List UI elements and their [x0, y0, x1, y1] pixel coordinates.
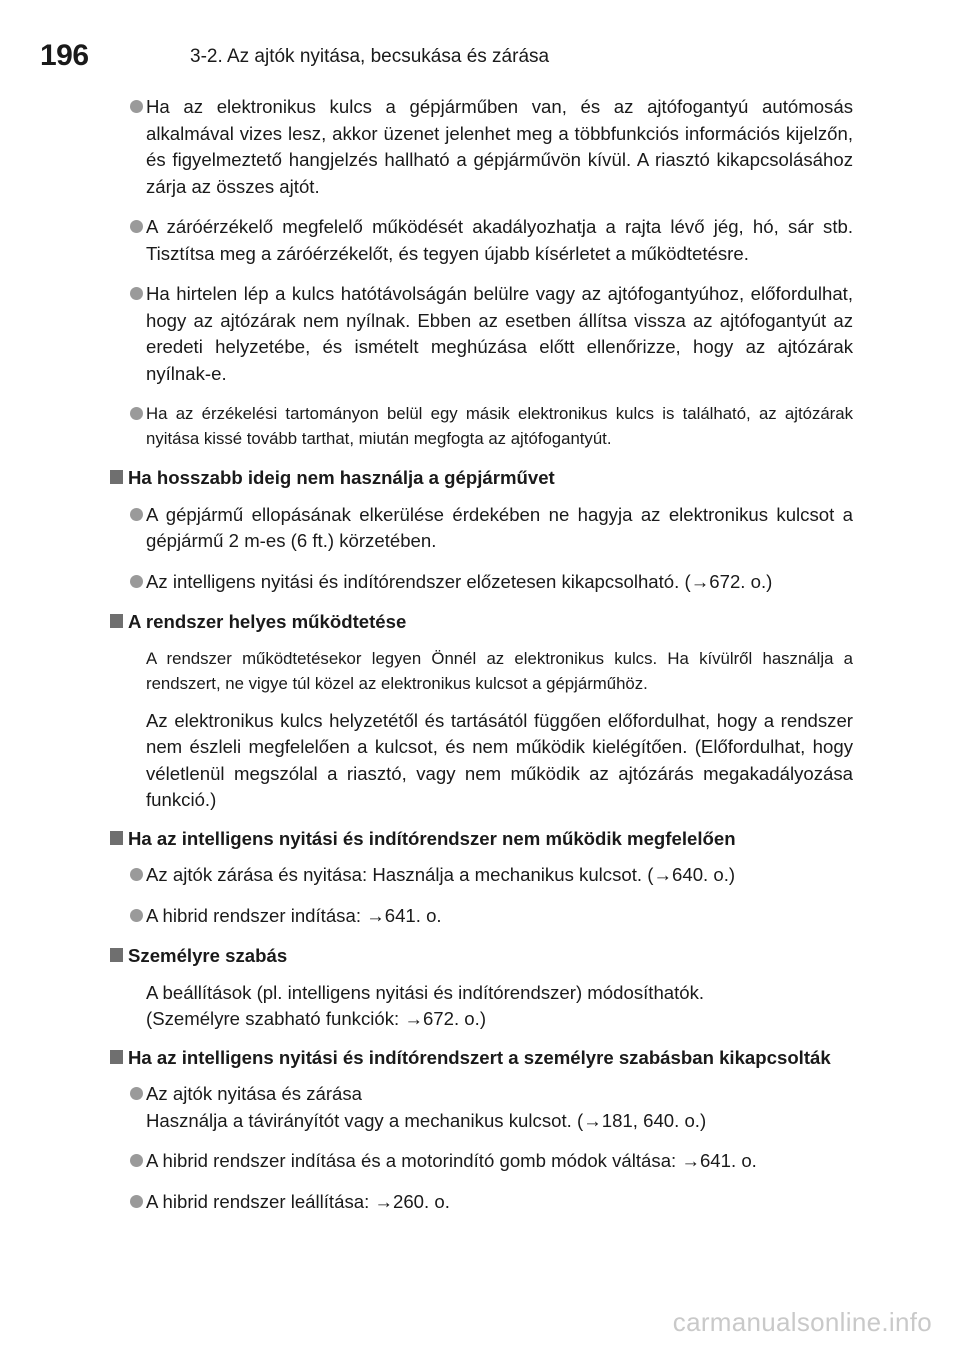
- bullet-text: A hibrid rendszer leállítása: →260. o.: [146, 1190, 450, 1212]
- bullet-dot-icon: [130, 909, 143, 922]
- bullet-text: Ha hirtelen lép a kulcs hatótávolságán belülre vagy az ajtófogantyúhoz, előfordulhat, hogy az ajtózárak nem nyílnak. Ebben az esetben állítsa vissza az ajtófogantyút az eredeti helyzetébe, és ismételt meghúzása előtt ellenőrizze, hogy az ajtózárak nyílnak-e.: [146, 283, 853, 384]
- bullet-text: Az ajtók zárása és nyitása: Használja a mechanikus kulcsot. (→640. o.): [146, 864, 736, 885]
- bullet-text: A hibrid rendszer indítása és a motorindító gomb módok váltása: →641. o.: [146, 1150, 757, 1171]
- bullet-dot-icon: [130, 407, 143, 420]
- bullet-text: A hibrid rendszer indítása: →641. o.: [146, 904, 442, 926]
- square-bullet-icon: [110, 470, 123, 484]
- bullet-dot-icon: [130, 1154, 143, 1167]
- paragraph: Az elektronikus kulcs helyzetétől és tartásától függően előfordulhat, hogy a rendszer nem észleli megfelelően a kulcsot, és nem működik kielégítően. (Előfordulhat, hogy véletlenül megszólal a riasztó, vagy nem működik az ajtózárás megakadályozása funkció.): [146, 709, 853, 810]
- bullet-dot-icon: [130, 100, 143, 113]
- heading-text: Ha az intelligens nyitási és indítórendszert a személyre szabásban kikapcsolták: [128, 1046, 831, 1068]
- watermark: carmanualsonline.info: [672, 1307, 932, 1337]
- bullet-item: [108, 1148, 853, 1175]
- bullet-text: Az ajtók nyitása és zárása Használja a távirányítót vagy a mechanikus kulcsot. (→181, 640. o.): [146, 1083, 707, 1131]
- bullet-item: [108, 1189, 853, 1216]
- bullet-text: Az intelligens nyitási és indítórendszer előzetesen kikapcsolható. (→672. o.): [146, 570, 773, 592]
- bullet-item: [108, 94, 853, 200]
- paragraph: A rendszer működtetésekor legyen Önnél az elektronikus kulcs. Ha kívülről használja a rendszert, ne vigye túl közel az elektronikus kulcsot a gépjárműhöz.: [146, 648, 853, 693]
- square-bullet-icon: [110, 948, 123, 962]
- heading-text: Ha az intelligens nyitási és indítórendszer nem működik megfelelően: [128, 827, 736, 849]
- bullet-item: [108, 569, 853, 596]
- square-bullet-icon: [110, 614, 123, 628]
- section-title: 3-2. Az ajtók nyitása, becsukása és zárása: [190, 46, 550, 67]
- bullet-dot-icon: [130, 575, 143, 588]
- bullet-text: A záróérzékelő megfelelő működését akadályozhatja a rajta lévő jég, hó, sár stb. Tisztítsa meg a záróérzékelőt, és tegyen újabb kísérletet a működtetésre.: [146, 216, 853, 264]
- bullet-text: Ha az érzékelési tartományon belül egy másik elektronikus kulcs is található, az ajtózárak nyitása kissé tovább tarthat, miután megfogta az ajtófogantyút.: [146, 404, 853, 448]
- bullet-dot-icon: [130, 868, 143, 881]
- section-heading: [108, 943, 853, 970]
- page-content: [108, 94, 853, 1229]
- section-heading: [108, 465, 853, 492]
- square-bullet-icon: [110, 831, 123, 845]
- bullet-item: [108, 401, 853, 451]
- bullet-text: A gépjármű ellopásának elkerülése érdekében ne hagyja az elektronikus kulcsot a gépjármű 2 m-es (6 ft.) körzetében.: [146, 503, 853, 551]
- paragraph: A beállítások (pl. intelligens nyitási és indítórendszer) módosíthatók. (Személyre szabható funkciók: →672. o.): [146, 981, 705, 1029]
- bullet-dot-icon: [130, 220, 143, 233]
- bullet-dot-icon: [130, 1087, 143, 1100]
- bullet-item: [108, 862, 853, 889]
- section-heading: [108, 1045, 853, 1072]
- bullet-dot-icon: [130, 287, 143, 300]
- page-header: [40, 36, 920, 76]
- bullet-item: [108, 502, 853, 555]
- bullet-item: [108, 214, 853, 267]
- heading-text: A rendszer helyes működtetése: [128, 611, 407, 632]
- page-number: 196: [40, 39, 89, 72]
- bullet-text: Ha az elektronikus kulcs a gépjárműben van, és az ajtófogantyú autómosás alkalmával vizes lesz, akkor üzenet jelenhet meg a többfunkciós információs kijelzőn, és figyelmeztető hangjelzés hallható a gépjárművön kívül. A riasztó kikapcsolásához zárja az összes ajtót.: [146, 96, 853, 197]
- bullet-item: [108, 281, 853, 387]
- heading-text: Ha hosszabb ideig nem használja a gépjárművet: [128, 467, 555, 488]
- bullet-dot-icon: [130, 1195, 143, 1208]
- square-bullet-icon: [110, 1050, 123, 1064]
- bullet-item: [108, 903, 853, 930]
- bullet-item: [108, 1081, 853, 1134]
- section-heading: [108, 826, 853, 853]
- section-heading: [108, 609, 853, 636]
- bullet-dot-icon: [130, 508, 143, 521]
- heading-text: Személyre szabás: [128, 945, 288, 966]
